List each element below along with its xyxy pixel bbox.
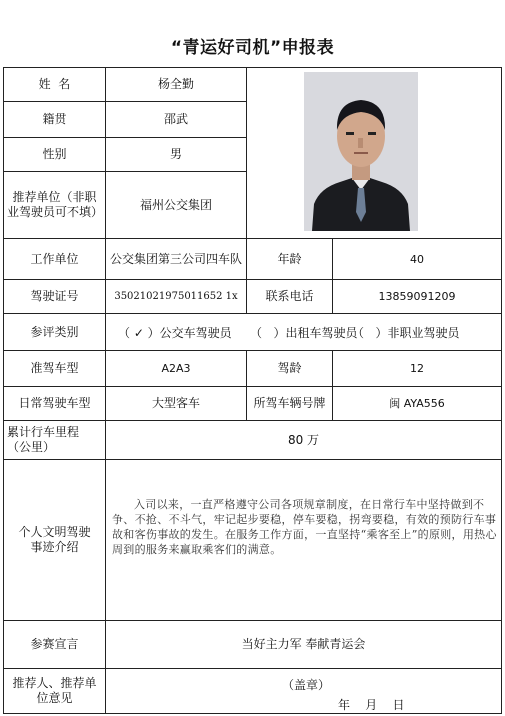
value-pledge: 当好主力军 奉献青运会 [241,637,366,651]
col-divider [246,67,247,239]
intro-text: 入司以来，一直严格遵守公司各项规章制度，在日常行车中坚持做到不争、不抢、不斗气，牢记起步要稳，停车要稳，拐弯要稳，有效的预防行车事故和客伤事故的发生。在服务工作方面，一直坚持“乘客至上”的原则，用热心周到的服务来赢取乘客们的满意。 [112,498,497,556]
label-native-place: 籍贯 [42,112,67,126]
label-driving-years: 驾龄 [277,361,302,375]
label-work-unit: 工作单位 [30,251,79,266]
value-recommend-unit: 福州公交集团 [139,197,212,212]
value-driving-years: 12 [410,362,424,375]
value-phone: 13859091209 [378,290,456,303]
table-border-right [501,67,502,714]
value-daily-vehicle: 大型客车 [151,396,200,410]
form-title: “青运好司机”申报表 [170,38,335,58]
label-age: 年龄 [277,251,302,266]
portrait-image [304,72,418,231]
label-plate-number: 所驾车辆号牌 [253,396,326,410]
label-license-number: 驾驶证号 [30,289,79,303]
category-option-taxi[interactable]: （ ）出租车驾驶员 [250,326,358,340]
label-opinion: 推荐人、推荐单位意见 [12,676,97,705]
value-vehicle-class: A2A3 [161,362,191,375]
value-age: 40 [410,252,424,266]
label-phone: 联系电话 [265,289,314,303]
category-option-non-professional[interactable]: （ ）非职业驾驶员 [352,326,460,340]
value-native-place: 邵武 [163,112,188,126]
stamp-text: （盖章） [282,678,331,692]
category-option-bus[interactable]: （ ✓ ）公交车驾驶员 [118,326,232,340]
applicant-photo [304,72,418,231]
value-license-number: 35021021975011652 1x [114,291,238,302]
value-plate-number: 闽 AYA556 [389,397,445,410]
label-pledge: 参赛宣言 [30,637,79,651]
label-category: 参评类别 [30,324,79,339]
date-text: 年 月 日 [338,698,405,712]
value-work-unit: 公交集团第三公司四车队 [109,251,242,266]
label-vehicle-class: 准驾车型 [30,361,79,375]
label-name: 姓 名 [38,77,71,91]
label-gender: 性别 [42,147,67,161]
label-mileage: 累计行车里程（公里） [7,425,80,454]
label-recommend-unit: 推荐单位（非职业驾驶员可不填） [7,190,104,219]
value-name: 杨全勤 [157,77,194,91]
value-gender: 男 [169,147,182,161]
label-intro: 个人文明驾驶事迹介绍 [18,525,91,554]
label-daily-vehicle: 日常驾驶车型 [18,396,91,410]
value-mileage: 80 万 [287,432,320,447]
table-border-bottom [3,713,502,714]
